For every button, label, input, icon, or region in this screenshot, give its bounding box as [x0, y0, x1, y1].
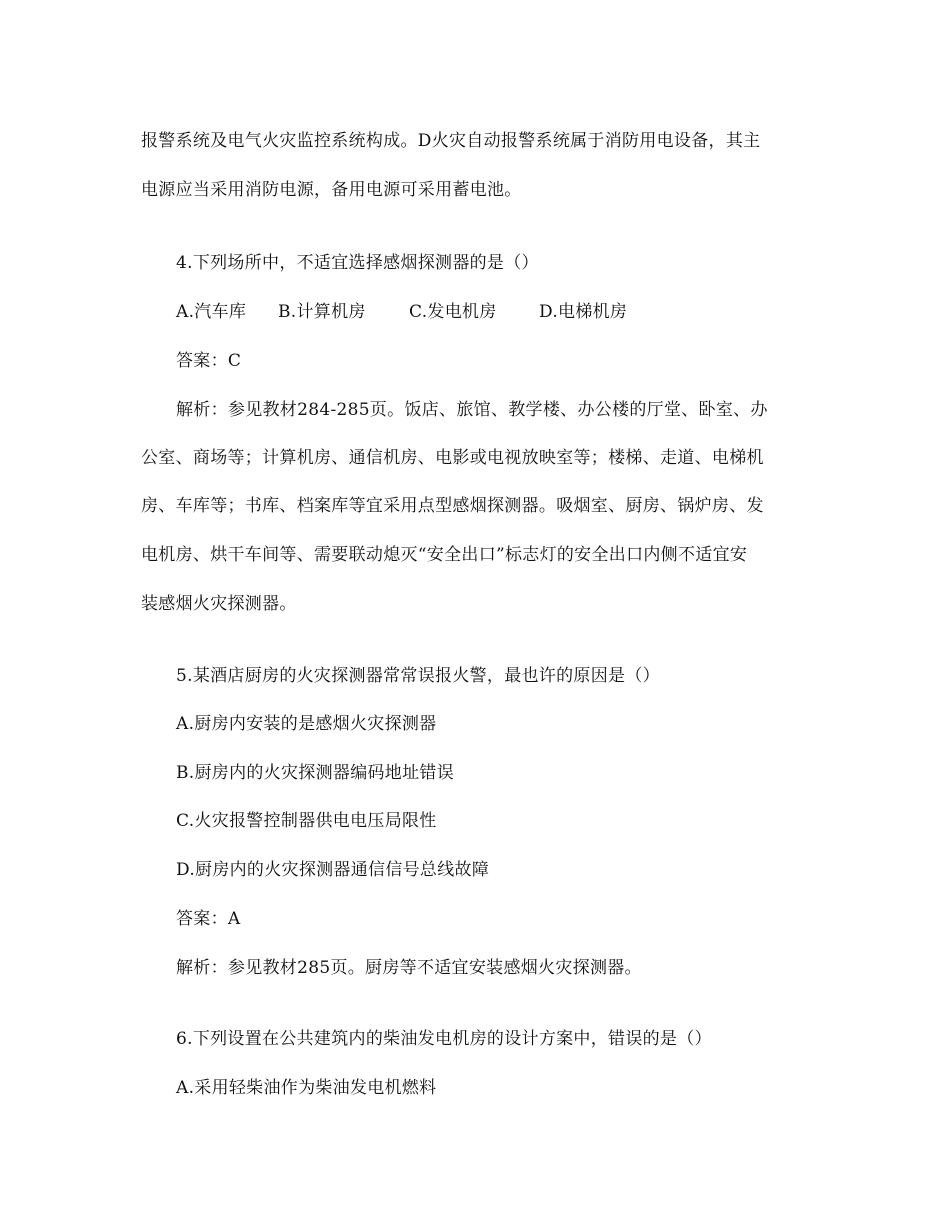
question-6: 6.下列设置在公共建筑内的柴油发电机房的设计方案中，错误的是（）	[176, 1029, 712, 1049]
option-a: A.汽车库	[176, 302, 247, 322]
question-4: 4.下列场所中，不适宜选择感烟探测器的是（）	[176, 253, 539, 273]
analysis-5: 解析：参见教材285页。厨房等不适宜安装感烟火灾探测器。	[176, 958, 642, 978]
answer-4: 答案：C	[176, 351, 242, 371]
answer-5: 答案：A	[176, 909, 241, 929]
paragraph-line: 电源应当采用消防电源，备用电源可采用蓄电池。	[141, 180, 522, 200]
question-5: 5.某酒店厨房的火灾探测器常常误报火警，最也许的原因是（）	[176, 666, 660, 686]
option-d: D.电梯机房	[539, 302, 628, 322]
question-5-option-b: B.厨房内的火灾探测器编码地址错误	[176, 763, 454, 783]
analysis-4-line: 解析：参见教材284-285页。饭店、旅馆、教学楼、办公楼的厅堂、卧室、办	[176, 400, 768, 420]
paragraph-line: 报警系统及电气火灾监控系统构成。D火灾自动报警系统属于消防用电设备，其主	[141, 131, 761, 151]
question-5-option-a: A.厨房内安装的是感烟火灾探测器	[176, 714, 437, 734]
question-5-option-d: D.厨房内的火灾探测器通信信号总线故障	[176, 860, 490, 880]
option-c: C.发电机房	[409, 302, 497, 322]
option-b: B.计算机房	[278, 302, 366, 322]
analysis-4-line: 房、车库等；书库、档案库等宜采用点型感烟探测器。吸烟室、厨房、锅炉房、发	[141, 496, 764, 516]
question-5-option-c: C.火灾报警控制器供电电压局限性	[176, 811, 437, 831]
analysis-4-line: 公室、商场等；计算机房、通信机房、电影或电视放映室等；楼梯、走道、电梯机	[141, 448, 764, 468]
analysis-4-line: 装感烟火灾探测器。	[141, 594, 297, 614]
question-6-option-a: A.采用轻柴油作为柴油发电机燃料	[176, 1078, 437, 1098]
analysis-4-line: 电机房、烘干车间等、需要联动熄灭“安全出口”标志灯的安全出口内侧不适宜安	[141, 545, 748, 565]
